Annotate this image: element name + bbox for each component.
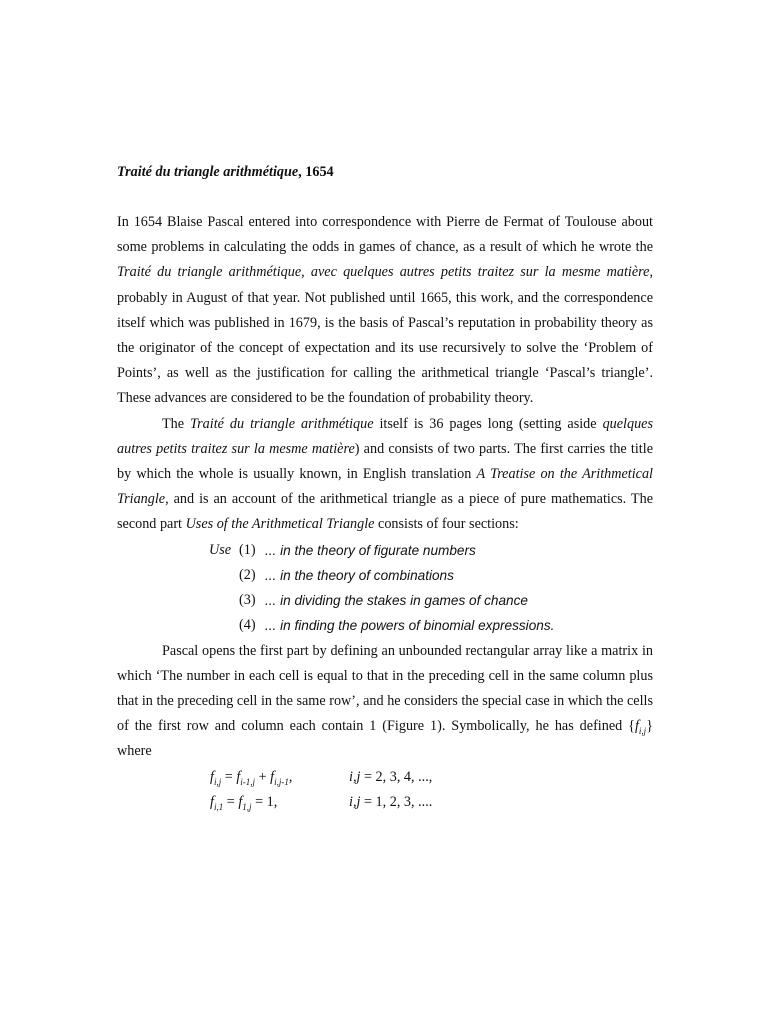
document-page	[117, 160, 653, 816]
paragraph-intro: In 1654 Blaise Pascal entered into correspondence with Pierre de Fermat of Toulouse about some problems in calculating the odds in games of chance, as a result of which he wrote the Traité du triangle arithmétique, avec quelques autres petits traitez sur la mesme matière, probably in August of that year. Not published until 1665, this work, and the correspondence itself which was published in 1679, is the basis of Pascal’s reputation in probability theory as the originator of the concept of expectation and its use recursively to solve the ‘Problem of Points’, as well as the justification for calling the arithmetical triangle ‘Pascal’s triangle’. These advances are considered to be the foundation of probability theory.	[117, 214, 653, 407]
use-number: (3)	[239, 591, 256, 608]
equation-lhs: $f_{i,1} = f_{1,j} = 1$,	[210, 793, 278, 812]
page-title	[117, 160, 653, 185]
title-year: , 1654	[298, 164, 334, 180]
use-number: (4)	[239, 616, 256, 633]
uses-list	[117, 538, 653, 639]
use-number: (1)	[239, 541, 256, 558]
title-italic: Traité du triangle arithmétique	[117, 164, 299, 180]
use-number: (2)	[239, 566, 256, 583]
use-text: ... in dividing the stakes in games of chance	[265, 592, 528, 608]
use-text: ... in finding the powers of binomial expressions.	[265, 617, 555, 633]
paragraph-structure: The Traité du triangle arithmétique itself is 36 pages long (setting aside quelques autres petits traitez sur la mesme matière) and consists of two parts. The first carries the title by which the whole is usually known, in English translation A Treatise on the Arithmetical Triangle, and is an account of the arithmetical triangle as a piece of pure mathematics. The second part Uses of the Arithmetical Triangle consists of four sections:	[117, 415, 653, 533]
equations-block	[117, 765, 653, 816]
use-label: Use	[209, 541, 232, 558]
equation-range: i,j = 2, 3, 4, ...,	[349, 768, 433, 785]
spacer	[117, 185, 653, 210]
equation-lhs: $f_{i,j} = f_{i-1,j} + f_{i,j-1}$,	[210, 768, 293, 787]
paragraph-definition: Pascal opens the first part by defining an unbounded rectangular array like a matrix in which ‘The number in each cell is equal to that in the preceding cell in the same column plus that in the preceding cell in the same row’, and he considers the special case in which the cells of the first row and column each contain 1 (Figure 1). Symbolically, he has defined $\{f_{i,j}\}$ where	[117, 642, 653, 760]
equation-range: i,j = 1, 2, 3, ....	[349, 793, 433, 810]
use-text: ... in the theory of figurate numbers	[265, 542, 476, 558]
use-text: ... in the theory of combinations	[265, 567, 454, 583]
